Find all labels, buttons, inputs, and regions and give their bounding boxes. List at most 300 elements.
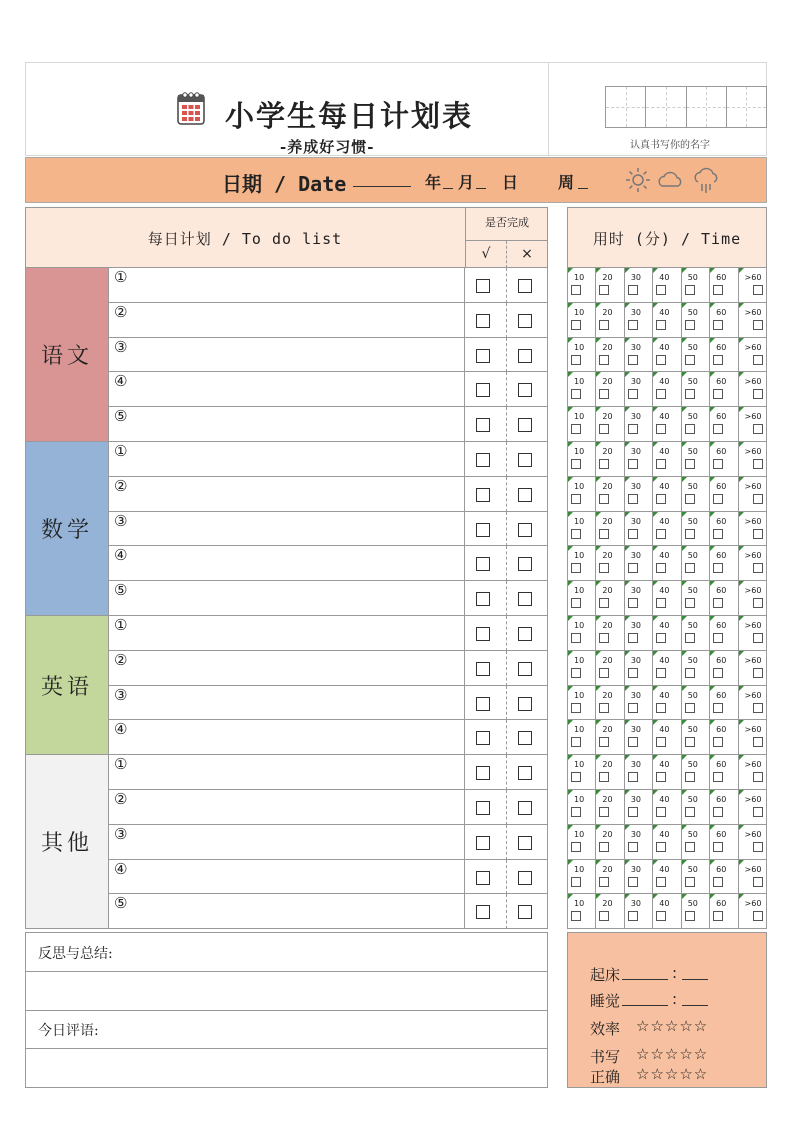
time-checkbox[interactable] xyxy=(753,911,763,921)
time-checkbox[interactable] xyxy=(628,355,638,365)
time-checkbox[interactable] xyxy=(628,285,638,295)
time-option[interactable] xyxy=(739,825,766,859)
done-no-checkbox[interactable] xyxy=(518,488,532,502)
time-checkbox[interactable] xyxy=(599,494,609,504)
task-row[interactable] xyxy=(109,407,465,442)
time-checkbox[interactable] xyxy=(685,668,695,678)
done-yes-checkbox[interactable] xyxy=(476,871,490,885)
time-checkbox[interactable] xyxy=(599,911,609,921)
time-option[interactable] xyxy=(625,512,653,546)
time-option[interactable] xyxy=(568,894,596,928)
task-row[interactable] xyxy=(109,894,465,929)
time-option[interactable] xyxy=(568,512,596,546)
time-checkbox[interactable] xyxy=(713,389,723,399)
time-checkbox[interactable] xyxy=(685,772,695,782)
time-option[interactable] xyxy=(653,442,681,476)
time-checkbox[interactable] xyxy=(628,772,638,782)
time-option[interactable] xyxy=(568,581,596,615)
time-checkbox[interactable] xyxy=(599,355,609,365)
done-yes-checkbox[interactable] xyxy=(476,279,490,293)
time-option[interactable] xyxy=(739,616,766,650)
time-checkbox[interactable] xyxy=(628,389,638,399)
time-option[interactable] xyxy=(568,755,596,789)
time-checkbox[interactable] xyxy=(656,772,666,782)
time-checkbox[interactable] xyxy=(656,911,666,921)
time-option[interactable] xyxy=(682,651,710,685)
done-yes-checkbox[interactable] xyxy=(476,314,490,328)
time-option[interactable] xyxy=(710,686,738,720)
time-option[interactable] xyxy=(739,442,766,476)
time-checkbox[interactable] xyxy=(656,355,666,365)
time-option[interactable] xyxy=(682,512,710,546)
task-row[interactable] xyxy=(109,268,465,303)
done-yes-checkbox[interactable] xyxy=(476,488,490,502)
time-checkbox[interactable] xyxy=(599,668,609,678)
time-checkbox[interactable] xyxy=(713,772,723,782)
time-option[interactable] xyxy=(739,581,766,615)
time-option[interactable] xyxy=(596,651,624,685)
time-option[interactable] xyxy=(596,268,624,302)
time-option[interactable] xyxy=(625,825,653,859)
time-option[interactable] xyxy=(653,860,681,894)
time-option[interactable] xyxy=(710,268,738,302)
time-checkbox[interactable] xyxy=(571,877,581,887)
time-checkbox[interactable] xyxy=(685,877,695,887)
time-checkbox[interactable] xyxy=(713,424,723,434)
done-yes-checkbox[interactable] xyxy=(476,627,490,641)
name-writing-grid[interactable] xyxy=(605,86,767,128)
time-checkbox[interactable] xyxy=(685,737,695,747)
done-yes-checkbox[interactable] xyxy=(476,523,490,537)
time-option[interactable] xyxy=(739,477,766,511)
time-checkbox[interactable] xyxy=(753,389,763,399)
time-option[interactable] xyxy=(710,338,738,372)
time-option[interactable] xyxy=(682,616,710,650)
task-row[interactable] xyxy=(109,686,465,721)
time-option[interactable] xyxy=(682,755,710,789)
time-checkbox[interactable] xyxy=(713,911,723,921)
time-checkbox[interactable] xyxy=(685,842,695,852)
time-checkbox[interactable] xyxy=(713,459,723,469)
time-option[interactable] xyxy=(739,372,766,406)
time-option[interactable] xyxy=(710,790,738,824)
comment-input[interactable] xyxy=(26,1049,547,1087)
time-option[interactable] xyxy=(653,755,681,789)
time-checkbox[interactable] xyxy=(571,424,581,434)
time-checkbox[interactable] xyxy=(753,633,763,643)
time-checkbox[interactable] xyxy=(571,772,581,782)
done-no-checkbox[interactable] xyxy=(518,279,532,293)
time-checkbox[interactable] xyxy=(685,911,695,921)
time-checkbox[interactable] xyxy=(599,598,609,608)
time-checkbox[interactable] xyxy=(571,320,581,330)
time-checkbox[interactable] xyxy=(685,494,695,504)
time-option[interactable] xyxy=(625,303,653,337)
time-option[interactable] xyxy=(568,825,596,859)
task-row[interactable] xyxy=(109,860,465,895)
time-checkbox[interactable] xyxy=(753,772,763,782)
time-checkbox[interactable] xyxy=(753,668,763,678)
time-checkbox[interactable] xyxy=(753,494,763,504)
sleep-minute-blank[interactable] xyxy=(682,1005,708,1006)
done-yes-checkbox[interactable] xyxy=(476,418,490,432)
time-option[interactable] xyxy=(625,407,653,441)
time-checkbox[interactable] xyxy=(571,911,581,921)
time-checkbox[interactable] xyxy=(685,285,695,295)
time-checkbox[interactable] xyxy=(571,842,581,852)
done-no-checkbox[interactable] xyxy=(518,731,532,745)
task-row[interactable] xyxy=(109,477,465,512)
time-checkbox[interactable] xyxy=(628,842,638,852)
time-checkbox[interactable] xyxy=(753,877,763,887)
time-option[interactable] xyxy=(568,442,596,476)
time-option[interactable] xyxy=(568,477,596,511)
time-option[interactable] xyxy=(682,303,710,337)
time-option[interactable] xyxy=(682,790,710,824)
time-checkbox[interactable] xyxy=(753,737,763,747)
time-checkbox[interactable] xyxy=(685,459,695,469)
time-checkbox[interactable] xyxy=(571,355,581,365)
done-yes-checkbox[interactable] xyxy=(476,592,490,606)
done-no-checkbox[interactable] xyxy=(518,314,532,328)
time-checkbox[interactable] xyxy=(599,877,609,887)
time-checkbox[interactable] xyxy=(656,529,666,539)
time-checkbox[interactable] xyxy=(753,459,763,469)
time-checkbox[interactable] xyxy=(685,633,695,643)
time-checkbox[interactable] xyxy=(571,598,581,608)
sun-icon[interactable] xyxy=(626,168,650,192)
time-checkbox[interactable] xyxy=(628,320,638,330)
time-checkbox[interactable] xyxy=(628,877,638,887)
time-option[interactable] xyxy=(710,407,738,441)
time-option[interactable] xyxy=(625,372,653,406)
time-option[interactable] xyxy=(596,477,624,511)
time-checkbox[interactable] xyxy=(713,877,723,887)
writing-stars[interactable]: ☆☆☆☆☆ xyxy=(636,1045,709,1063)
time-option[interactable] xyxy=(653,372,681,406)
time-checkbox[interactable] xyxy=(599,529,609,539)
done-no-checkbox[interactable] xyxy=(518,523,532,537)
done-no-checkbox[interactable] xyxy=(518,662,532,676)
time-option[interactable] xyxy=(625,477,653,511)
time-option[interactable] xyxy=(739,860,766,894)
time-option[interactable] xyxy=(739,720,766,754)
time-option[interactable] xyxy=(710,303,738,337)
time-option[interactable] xyxy=(596,581,624,615)
time-checkbox[interactable] xyxy=(656,877,666,887)
time-checkbox[interactable] xyxy=(571,633,581,643)
time-option[interactable] xyxy=(653,651,681,685)
time-checkbox[interactable] xyxy=(713,807,723,817)
time-checkbox[interactable] xyxy=(599,424,609,434)
time-option[interactable] xyxy=(739,755,766,789)
time-option[interactable] xyxy=(596,338,624,372)
time-option[interactable] xyxy=(682,546,710,580)
done-no-checkbox[interactable] xyxy=(518,592,532,606)
time-option[interactable] xyxy=(682,477,710,511)
task-row[interactable] xyxy=(109,825,465,860)
time-option[interactable] xyxy=(653,790,681,824)
time-checkbox[interactable] xyxy=(713,285,723,295)
time-checkbox[interactable] xyxy=(656,668,666,678)
time-checkbox[interactable] xyxy=(628,668,638,678)
done-no-checkbox[interactable] xyxy=(518,766,532,780)
time-option[interactable] xyxy=(596,407,624,441)
time-checkbox[interactable] xyxy=(571,529,581,539)
task-row[interactable] xyxy=(109,581,465,616)
time-checkbox[interactable] xyxy=(753,807,763,817)
time-checkbox[interactable] xyxy=(685,320,695,330)
time-option[interactable] xyxy=(710,512,738,546)
done-no-checkbox[interactable] xyxy=(518,383,532,397)
time-option[interactable] xyxy=(625,790,653,824)
time-option[interactable] xyxy=(710,616,738,650)
time-option[interactable] xyxy=(682,894,710,928)
time-option[interactable] xyxy=(568,407,596,441)
time-checkbox[interactable] xyxy=(628,633,638,643)
done-yes-checkbox[interactable] xyxy=(476,453,490,467)
time-option[interactable] xyxy=(568,616,596,650)
reflection-input[interactable] xyxy=(26,972,547,1009)
time-option[interactable] xyxy=(625,755,653,789)
cloud-icon[interactable] xyxy=(659,173,680,186)
time-checkbox[interactable] xyxy=(656,633,666,643)
task-row[interactable] xyxy=(109,338,465,373)
time-checkbox[interactable] xyxy=(753,355,763,365)
time-checkbox[interactable] xyxy=(713,598,723,608)
time-option[interactable] xyxy=(653,616,681,650)
time-checkbox[interactable] xyxy=(628,529,638,539)
done-no-checkbox[interactable] xyxy=(518,557,532,571)
task-row[interactable] xyxy=(109,303,465,338)
time-option[interactable] xyxy=(710,581,738,615)
time-option[interactable] xyxy=(596,372,624,406)
time-option[interactable] xyxy=(625,546,653,580)
done-no-checkbox[interactable] xyxy=(518,418,532,432)
time-option[interactable] xyxy=(596,790,624,824)
time-option[interactable] xyxy=(682,442,710,476)
done-yes-checkbox[interactable] xyxy=(476,801,490,815)
done-no-checkbox[interactable] xyxy=(518,697,532,711)
time-option[interactable] xyxy=(625,894,653,928)
time-checkbox[interactable] xyxy=(628,737,638,747)
time-checkbox[interactable] xyxy=(628,494,638,504)
time-option[interactable] xyxy=(739,512,766,546)
time-option[interactable] xyxy=(625,860,653,894)
time-option[interactable] xyxy=(739,407,766,441)
time-option[interactable] xyxy=(653,303,681,337)
time-option[interactable] xyxy=(682,407,710,441)
time-checkbox[interactable] xyxy=(753,703,763,713)
time-option[interactable] xyxy=(739,268,766,302)
time-checkbox[interactable] xyxy=(656,494,666,504)
time-checkbox[interactable] xyxy=(656,424,666,434)
time-checkbox[interactable] xyxy=(599,633,609,643)
task-row[interactable] xyxy=(109,372,465,407)
time-option[interactable] xyxy=(682,860,710,894)
time-option[interactable] xyxy=(710,442,738,476)
time-checkbox[interactable] xyxy=(656,598,666,608)
time-option[interactable] xyxy=(625,581,653,615)
correctness-stars[interactable]: ☆☆☆☆☆ xyxy=(636,1065,709,1083)
time-checkbox[interactable] xyxy=(713,737,723,747)
time-option[interactable] xyxy=(625,616,653,650)
task-row[interactable] xyxy=(109,790,465,825)
time-option[interactable] xyxy=(710,860,738,894)
time-option[interactable] xyxy=(653,512,681,546)
time-option[interactable] xyxy=(625,268,653,302)
time-checkbox[interactable] xyxy=(628,424,638,434)
time-checkbox[interactable] xyxy=(571,459,581,469)
time-checkbox[interactable] xyxy=(713,355,723,365)
time-checkbox[interactable] xyxy=(713,633,723,643)
time-checkbox[interactable] xyxy=(599,285,609,295)
done-no-checkbox[interactable] xyxy=(518,836,532,850)
time-checkbox[interactable] xyxy=(599,563,609,573)
time-option[interactable] xyxy=(739,546,766,580)
time-option[interactable] xyxy=(568,860,596,894)
time-checkbox[interactable] xyxy=(571,494,581,504)
time-checkbox[interactable] xyxy=(713,320,723,330)
week-blank[interactable] xyxy=(578,188,588,189)
time-checkbox[interactable] xyxy=(599,320,609,330)
time-checkbox[interactable] xyxy=(713,529,723,539)
time-option[interactable] xyxy=(739,303,766,337)
time-option[interactable] xyxy=(710,477,738,511)
done-no-checkbox[interactable] xyxy=(518,905,532,919)
time-checkbox[interactable] xyxy=(753,424,763,434)
time-checkbox[interactable] xyxy=(656,807,666,817)
time-option[interactable] xyxy=(653,825,681,859)
time-option[interactable] xyxy=(568,790,596,824)
done-no-checkbox[interactable] xyxy=(518,349,532,363)
time-option[interactable] xyxy=(710,720,738,754)
time-checkbox[interactable] xyxy=(753,285,763,295)
time-option[interactable] xyxy=(682,720,710,754)
time-option[interactable] xyxy=(653,407,681,441)
time-option[interactable] xyxy=(682,825,710,859)
time-checkbox[interactable] xyxy=(685,529,695,539)
time-checkbox[interactable] xyxy=(599,772,609,782)
name-cell[interactable] xyxy=(687,87,727,127)
wake-hour-blank[interactable] xyxy=(622,979,668,980)
time-checkbox[interactable] xyxy=(571,737,581,747)
done-yes-checkbox[interactable] xyxy=(476,905,490,919)
time-checkbox[interactable] xyxy=(685,389,695,399)
task-row[interactable] xyxy=(109,755,465,790)
time-checkbox[interactable] xyxy=(656,285,666,295)
time-checkbox[interactable] xyxy=(753,320,763,330)
time-option[interactable] xyxy=(568,268,596,302)
time-checkbox[interactable] xyxy=(713,668,723,678)
name-cell[interactable] xyxy=(646,87,686,127)
time-checkbox[interactable] xyxy=(713,563,723,573)
task-row[interactable] xyxy=(109,720,465,755)
time-option[interactable] xyxy=(682,686,710,720)
done-yes-checkbox[interactable] xyxy=(476,557,490,571)
done-yes-checkbox[interactable] xyxy=(476,836,490,850)
time-option[interactable] xyxy=(596,720,624,754)
time-option[interactable] xyxy=(568,303,596,337)
done-yes-checkbox[interactable] xyxy=(476,766,490,780)
time-option[interactable] xyxy=(625,720,653,754)
time-checkbox[interactable] xyxy=(753,842,763,852)
time-checkbox[interactable] xyxy=(628,459,638,469)
time-checkbox[interactable] xyxy=(628,807,638,817)
time-option[interactable] xyxy=(653,477,681,511)
time-checkbox[interactable] xyxy=(571,563,581,573)
time-checkbox[interactable] xyxy=(599,842,609,852)
time-option[interactable] xyxy=(568,686,596,720)
time-checkbox[interactable] xyxy=(571,703,581,713)
done-yes-checkbox[interactable] xyxy=(476,349,490,363)
time-checkbox[interactable] xyxy=(656,703,666,713)
time-checkbox[interactable] xyxy=(599,807,609,817)
time-option[interactable] xyxy=(682,372,710,406)
done-yes-checkbox[interactable] xyxy=(476,697,490,711)
time-checkbox[interactable] xyxy=(656,737,666,747)
time-option[interactable] xyxy=(739,790,766,824)
time-checkbox[interactable] xyxy=(685,598,695,608)
time-checkbox[interactable] xyxy=(685,703,695,713)
time-option[interactable] xyxy=(596,442,624,476)
time-checkbox[interactable] xyxy=(599,703,609,713)
wake-minute-blank[interactable] xyxy=(682,979,708,980)
time-option[interactable] xyxy=(568,651,596,685)
time-option[interactable] xyxy=(596,755,624,789)
time-option[interactable] xyxy=(710,546,738,580)
time-checkbox[interactable] xyxy=(599,389,609,399)
done-no-checkbox[interactable] xyxy=(518,871,532,885)
time-option[interactable] xyxy=(568,338,596,372)
time-option[interactable] xyxy=(596,546,624,580)
time-checkbox[interactable] xyxy=(685,355,695,365)
time-option[interactable] xyxy=(568,372,596,406)
time-checkbox[interactable] xyxy=(628,598,638,608)
time-option[interactable] xyxy=(596,303,624,337)
time-checkbox[interactable] xyxy=(753,598,763,608)
rain-icon[interactable] xyxy=(695,169,716,193)
time-checkbox[interactable] xyxy=(753,529,763,539)
time-option[interactable] xyxy=(653,581,681,615)
time-checkbox[interactable] xyxy=(753,563,763,573)
time-checkbox[interactable] xyxy=(628,911,638,921)
done-no-checkbox[interactable] xyxy=(518,453,532,467)
time-option[interactable] xyxy=(653,894,681,928)
time-option[interactable] xyxy=(596,894,624,928)
time-option[interactable] xyxy=(682,268,710,302)
time-checkbox[interactable] xyxy=(656,320,666,330)
time-option[interactable] xyxy=(596,616,624,650)
time-option[interactable] xyxy=(596,512,624,546)
time-checkbox[interactable] xyxy=(656,389,666,399)
task-row[interactable] xyxy=(109,616,465,651)
time-option[interactable] xyxy=(682,338,710,372)
time-option[interactable] xyxy=(739,651,766,685)
done-no-checkbox[interactable] xyxy=(518,627,532,641)
efficiency-stars[interactable]: ☆☆☆☆☆ xyxy=(636,1017,709,1035)
time-checkbox[interactable] xyxy=(571,668,581,678)
time-option[interactable] xyxy=(596,860,624,894)
time-option[interactable] xyxy=(596,825,624,859)
time-option[interactable] xyxy=(625,651,653,685)
year-blank[interactable] xyxy=(443,188,453,189)
time-checkbox[interactable] xyxy=(685,563,695,573)
date-blank[interactable] xyxy=(353,186,411,187)
time-checkbox[interactable] xyxy=(599,737,609,747)
name-cell[interactable] xyxy=(606,87,646,127)
time-option[interactable] xyxy=(625,686,653,720)
